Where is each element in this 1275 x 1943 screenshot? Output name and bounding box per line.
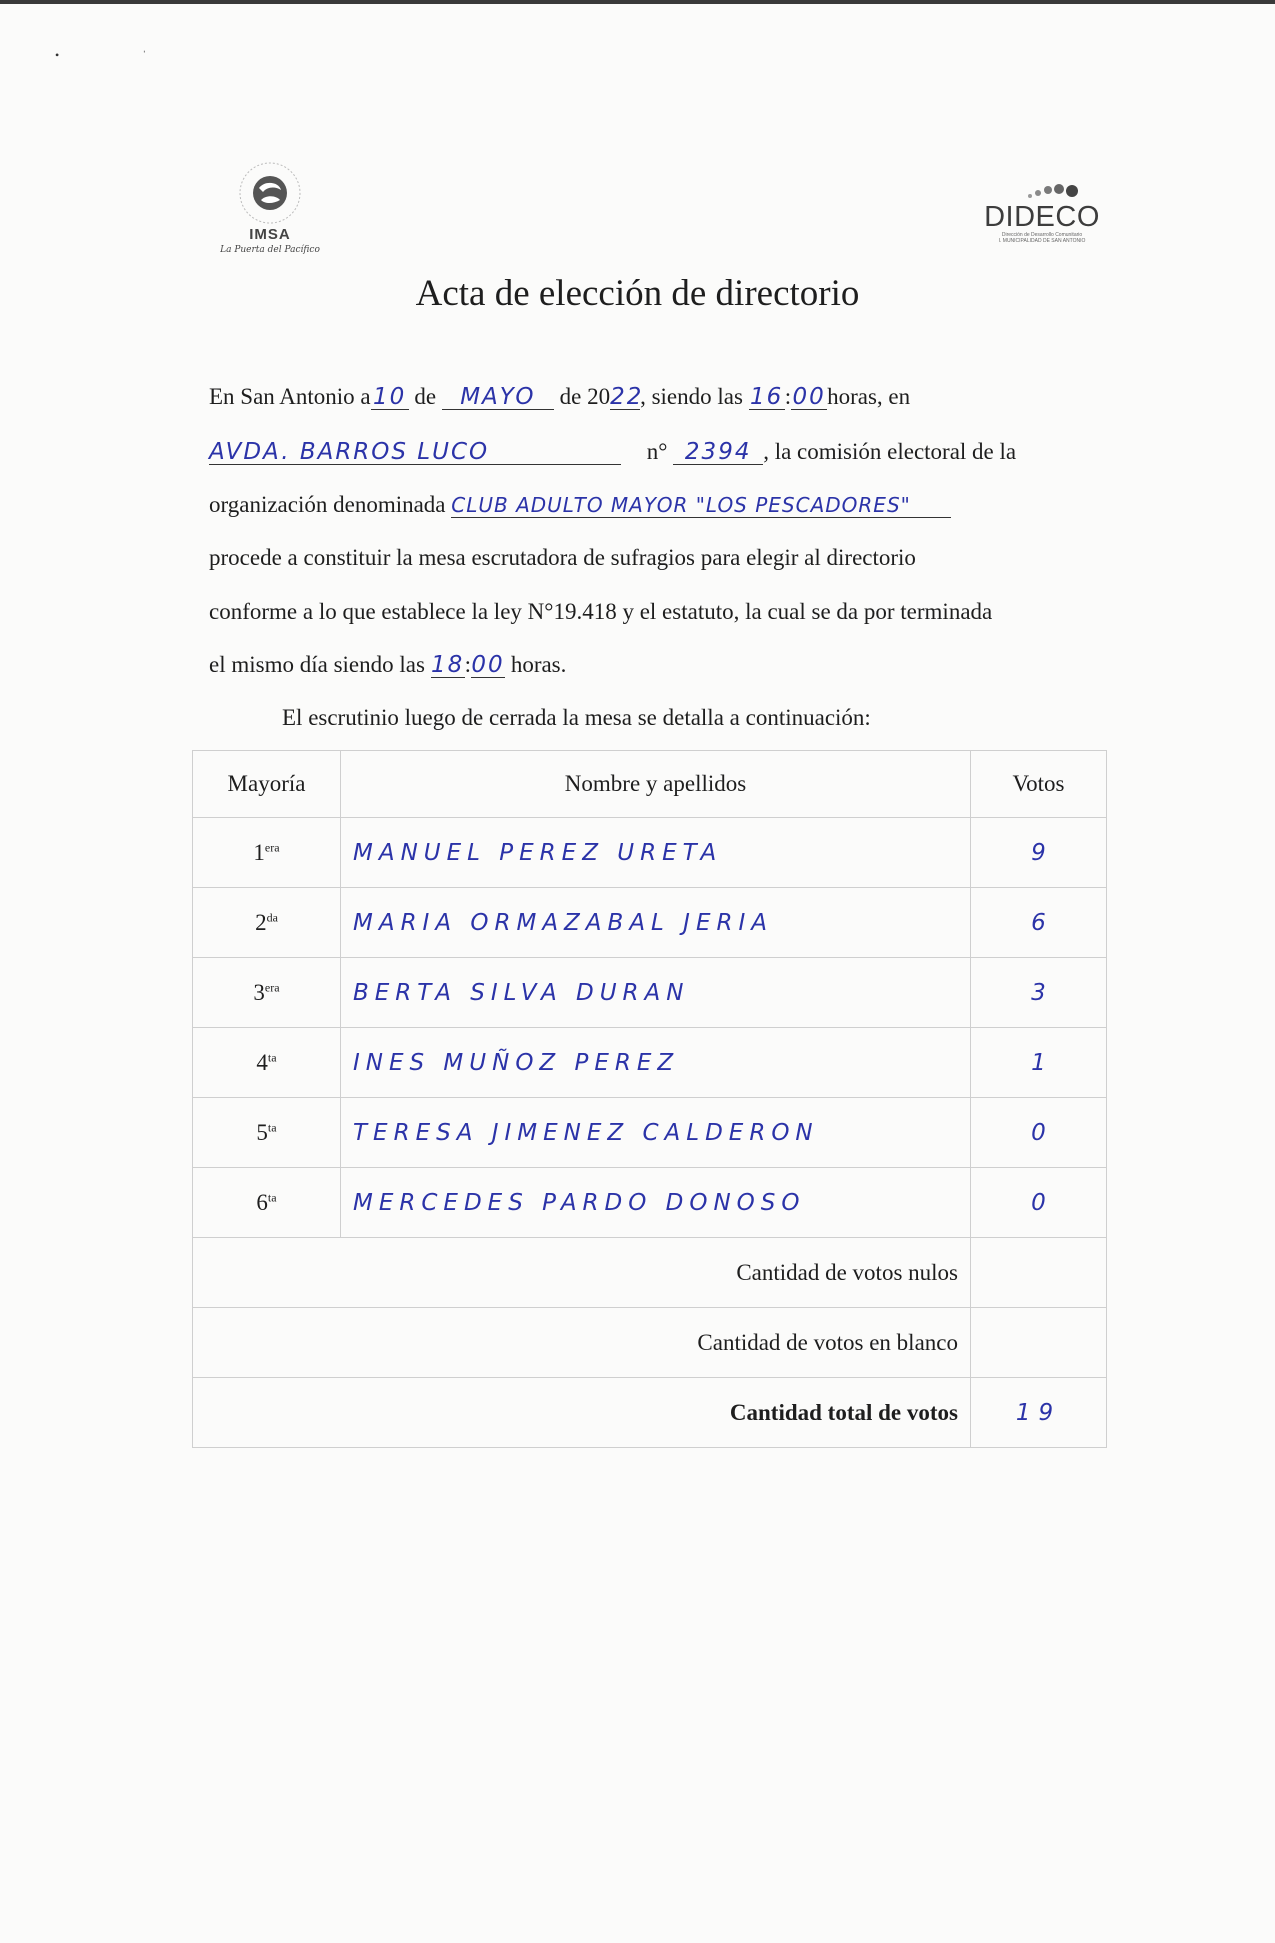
scan-specks: • ˈ	[55, 48, 187, 62]
text-comision: , la comisión electoral de la	[763, 439, 1017, 464]
table-row	[193, 1098, 1107, 1168]
table-row	[193, 958, 1107, 1028]
candidate-name: INES MUÑOZ PEREZ	[341, 1028, 971, 1098]
table-row	[193, 1168, 1107, 1238]
imsa-logo	[212, 158, 328, 258]
candidate-votes: 1	[971, 1028, 1107, 1098]
text-mismo-dia: el mismo día siendo las	[209, 652, 425, 677]
text-colon: :	[784, 384, 792, 409]
text-siendo-las: , siendo las	[640, 384, 743, 409]
rank-number: 1	[253, 839, 265, 865]
line-escrutinio: El escrutinio luego de cerrada la mesa se detalla a continuación:	[282, 705, 871, 730]
rank-number: 5	[256, 1119, 268, 1145]
text-de: de	[414, 384, 437, 409]
rank-cell	[193, 888, 341, 958]
total-votes-row	[193, 1378, 1107, 1448]
table-row	[193, 818, 1107, 888]
line-procede: procede a constituir la mesa escrutadora de sufragios para elegir al directorio	[209, 545, 916, 570]
rank-suffix: ta	[267, 1049, 277, 1064]
candidate-name: MARIA ORMAZABAL JERIA	[341, 888, 971, 958]
text-de-20: de 20	[559, 384, 611, 409]
field-min-end: 00	[471, 652, 505, 678]
field-month: MAYO	[442, 385, 554, 410]
document-title: Acta de elección de directorio	[415, 273, 860, 314]
table-row	[193, 888, 1107, 958]
header-nombre: Nombre y apellidos	[341, 751, 971, 818]
imsa-tagline: La Puerta del Pacífico	[220, 245, 320, 255]
candidate-votes: 0	[971, 1168, 1107, 1238]
rank-cell	[193, 958, 341, 1028]
dideco-name: DIDECO	[984, 201, 1100, 233]
total-votes-label: Cantidad total de votos	[193, 1378, 971, 1448]
table-row	[193, 1028, 1107, 1098]
blank-votes-row	[193, 1308, 1107, 1378]
field-hour-end: 18	[431, 652, 465, 678]
null-votes-value	[971, 1238, 1107, 1308]
blank-votes-label: Cantidad de votos en blanco	[193, 1308, 971, 1378]
rank-suffix: da	[266, 909, 278, 924]
rank-cell	[193, 818, 341, 888]
rank-suffix: ta	[267, 1119, 277, 1134]
rank-suffix: era	[264, 839, 280, 854]
rank-number: 2	[255, 909, 267, 935]
rank-number: 4	[256, 1049, 268, 1075]
line-conforme: conforme a lo que establece la ley N°19.418 y el estatuto, la cual se da por terminada	[209, 599, 993, 624]
candidate-votes: 0	[971, 1098, 1107, 1168]
null-votes-label: Cantidad de votos nulos	[193, 1238, 971, 1308]
candidate-name: TERESA JIMENEZ CALDERON	[341, 1098, 971, 1168]
field-year: 22	[610, 384, 644, 410]
table-header-row	[193, 751, 1107, 818]
rank-cell	[193, 1098, 341, 1168]
field-min-start: 00	[792, 384, 826, 410]
total-votes-value: 19	[971, 1378, 1107, 1448]
imsa-emblem-icon	[235, 158, 305, 228]
dideco-subtitle-2: I. MUNICIPALIDAD DE SAN ANTONIO	[998, 238, 1086, 244]
scan-edge	[0, 0, 1275, 4]
rank-cell	[193, 1168, 341, 1238]
field-day: 10	[371, 385, 409, 410]
text-horas: horas.	[510, 652, 567, 677]
null-votes-row	[193, 1238, 1107, 1308]
imsa-name: IMSA	[249, 226, 291, 243]
candidate-name: MANUEL PEREZ URETA	[341, 818, 971, 888]
field-organization: CLUB ADULTO MAYOR "LOS PESCADORES"	[451, 493, 951, 518]
field-street: AVDA. BARROS LUCO	[209, 440, 621, 465]
text-en-san-antonio: En San Antonio a	[209, 384, 371, 409]
text-horas-en: horas, en	[827, 384, 911, 409]
rank-suffix: era	[264, 979, 280, 994]
line-address	[209, 437, 1099, 467]
line-termino	[209, 650, 1099, 680]
field-street-number: 2394	[673, 440, 763, 465]
candidate-name: BERTA SILVA DURAN	[341, 958, 971, 1028]
rank-number: 3	[253, 979, 265, 1005]
blank-votes-value	[971, 1308, 1107, 1378]
dideco-logo	[972, 178, 1112, 262]
candidate-votes: 9	[971, 818, 1107, 888]
field-hour-start: 16	[750, 384, 784, 410]
rank-cell	[193, 1028, 341, 1098]
text-number-prefix: n°	[646, 439, 668, 464]
text-organizacion: organización denominada	[209, 492, 446, 517]
line-organization	[209, 490, 1099, 520]
candidate-votes: 3	[971, 958, 1107, 1028]
rank-number: 6	[256, 1189, 268, 1215]
results-table	[192, 750, 1107, 1448]
candidate-name: MERCEDES PARDO DONOSO	[341, 1168, 971, 1238]
rank-suffix: ta	[267, 1189, 277, 1204]
text-colon-2: :	[464, 652, 472, 677]
header-mayoria: Mayoría	[193, 751, 341, 818]
header-votos: Votos	[971, 751, 1107, 818]
line-date	[209, 382, 1099, 412]
dideco-subtitle-1: Dirección de Desarrollo Comunitario	[1001, 232, 1083, 238]
candidate-votes: 6	[971, 888, 1107, 958]
